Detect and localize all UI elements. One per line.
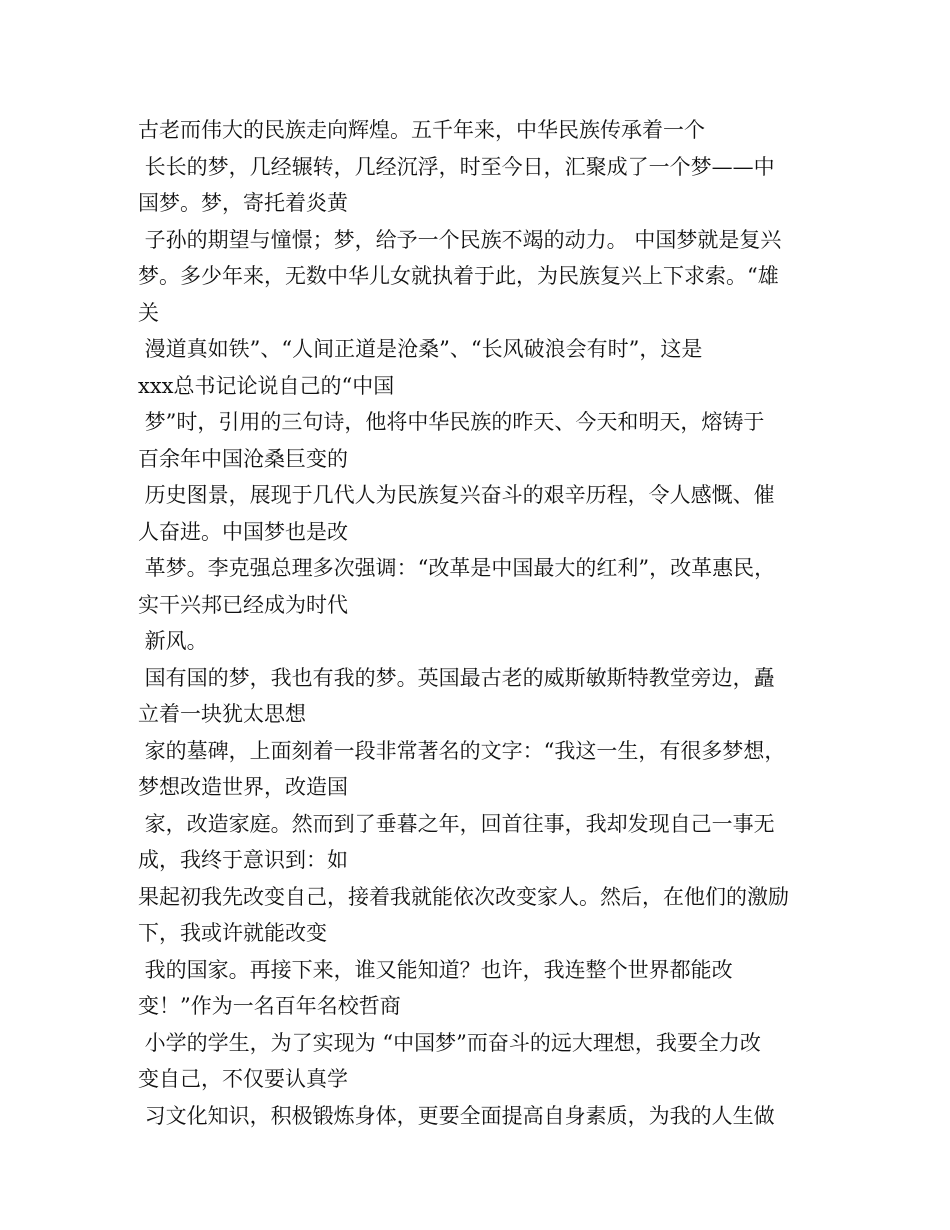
text-line: 我的国家。再接下来，谁又能知道？也许，我连整个世界都能改: [138, 957, 733, 982]
text-line: 变！”作为一名百年名校哲商: [138, 994, 401, 1018]
text-line: 小学的学生，为了实现为 “中国梦”而奋斗的远大理想，我要全力改: [138, 1030, 761, 1055]
text-line: 成，我终于意识到：如: [138, 848, 348, 872]
text-line: 革梦。李克强总理多次强调：“改革是中国最大的红利”，改革惠民，: [138, 556, 776, 580]
text-line: 习文化知识，积极锻炼身体，更要全面提高自身素质，为我的人生做: [138, 1103, 775, 1128]
text-line: 梦。多少年来，无数中华儿女就执着于此，为民族复兴上下求索。“雄: [138, 264, 779, 288]
text-line: 关: [138, 300, 159, 325]
text-line: 果起初我先改变自己，接着我就能依次改变家人。然后，在他们的激励: [138, 884, 789, 909]
text-line: 长长的梦，几经辗转，几经沉浮，时至今日，汇聚成了一个梦——中: [138, 154, 775, 179]
text-line: 下，我或许就能改变: [138, 921, 327, 945]
text-line: 百余年中国沧桑巨变的: [138, 446, 348, 471]
text-line: 古老而伟大的民族走向辉煌。五千年来，中华民族传承着一个: [138, 118, 705, 142]
text-line: 家的墓碑，上面刻着一段非常著名的文字：“我这一生，有很多梦想，: [138, 738, 786, 763]
text-line: 梦想改造世界，改造国: [138, 775, 348, 799]
text-line: 国梦。梦，寄托着炎黄: [138, 191, 348, 215]
text-line: 变自己，不仅要认真学: [138, 1067, 348, 1091]
text-line: xxx总书记论说自己的“中国: [138, 373, 395, 398]
text-line: 家，改造家庭。然而到了垂暮之年，回首往事，我却发现自己一事无: [138, 811, 775, 836]
text-line: 实干兴邦已经成为时代: [138, 592, 348, 617]
text-line: 子孙的期望与憧憬；梦，给予一个民族不竭的动力。 中国梦就是复兴: [138, 227, 782, 252]
text-line: 新风。: [138, 629, 208, 653]
text-line: 历史图景，展现于几代人为民族复兴奋斗的艰辛历程，令人感慨、催: [138, 483, 775, 507]
text-line: 梦”时，引用的三句诗，他将中华民族的昨天、今天和明天，熔铸于: [138, 410, 765, 434]
text-line: 立着一块犹太思想: [138, 702, 306, 726]
body-text: [138, 112, 828, 1134]
text-line: 国有国的梦，我也有我的梦。英国最古老的威斯敏斯特教堂旁边，矗: [138, 665, 775, 690]
text-line: 人奋进。中国梦也是改: [138, 519, 348, 544]
text-line: 漫道真如铁”、“人间正道是沧桑”、“长风破浪会有时”，这是: [138, 337, 703, 361]
